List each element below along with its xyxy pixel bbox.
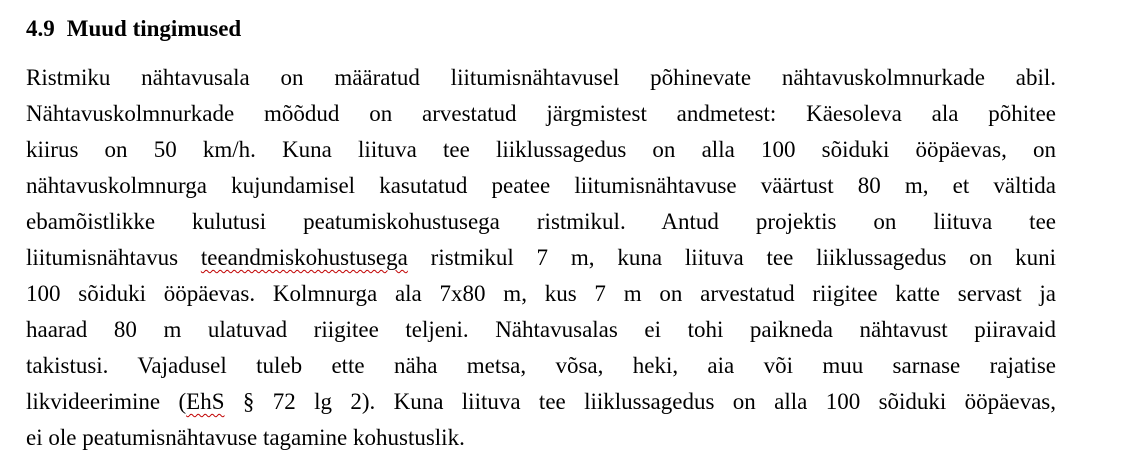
paragraph-line: haarad 80 m ulatuvad riigitee teljeni. Nähtavusalas ei tohi paikneda nähtavust piiravaid	[26, 317, 1056, 342]
paragraph-line: Nähtavuskolmnurkade mõõdud on arvestatud järgmistest andmetest: Käesoleva ala põhitee	[26, 101, 1056, 126]
section-number: 4.9	[26, 16, 55, 41]
section-title: Muud tingimused	[66, 16, 242, 41]
paragraph-line: 100 sõiduki ööpäevas. Kolmnurga ala 7x80 m, kus 7 m on arvestatud riigitee katte servast ja	[26, 281, 1056, 306]
line-text: § 72 lg 2). Kuna liituva tee liiklussagedus on alla 100 sõiduki ööpäevas,	[224, 389, 1056, 414]
line-text: likvideerimine (	[26, 389, 187, 414]
line-text: liitumisnähtavus	[26, 245, 201, 270]
paragraph-line	[26, 240, 1056, 276]
paragraph-line: ebamõistlikke kulutusi peatumiskohustusega ristmikul. Antud projektis on liituva tee	[26, 209, 1056, 234]
paragraph-line: Ristmiku nähtavusala on määratud liitumisnähtavusel põhinevate nähtavuskolmnurkade abil.	[26, 65, 1056, 90]
line-text: ristmikul 7 m, kuna liituva tee liiklussagedus on kuni	[407, 245, 1056, 270]
section-paragraph	[26, 60, 1056, 456]
paragraph-line: ei ole peatumisnähtavuse tagamine kohustuslik.	[26, 425, 465, 450]
spellcheck-flagged-word[interactable]: EhS	[186, 389, 225, 414]
paragraph-line: nähtavuskolmnurga kujundamisel kasutatud peatee liitumisnähtavuse väärtust 80 m, et vältida	[26, 173, 1056, 198]
section-heading	[26, 14, 241, 44]
paragraph-line: kiirus on 50 km/h. Kuna liituva tee liiklussagedus on alla 100 sõiduki ööpäevas, on	[26, 137, 1056, 162]
paragraph-line: takistusi. Vajadusel tuleb ette näha metsa, võsa, heki, aia või muu sarnase rajatise	[26, 353, 1056, 378]
paragraph-line	[26, 384, 1056, 420]
spellcheck-flagged-word[interactable]: teeandmiskohustusega	[200, 245, 408, 270]
